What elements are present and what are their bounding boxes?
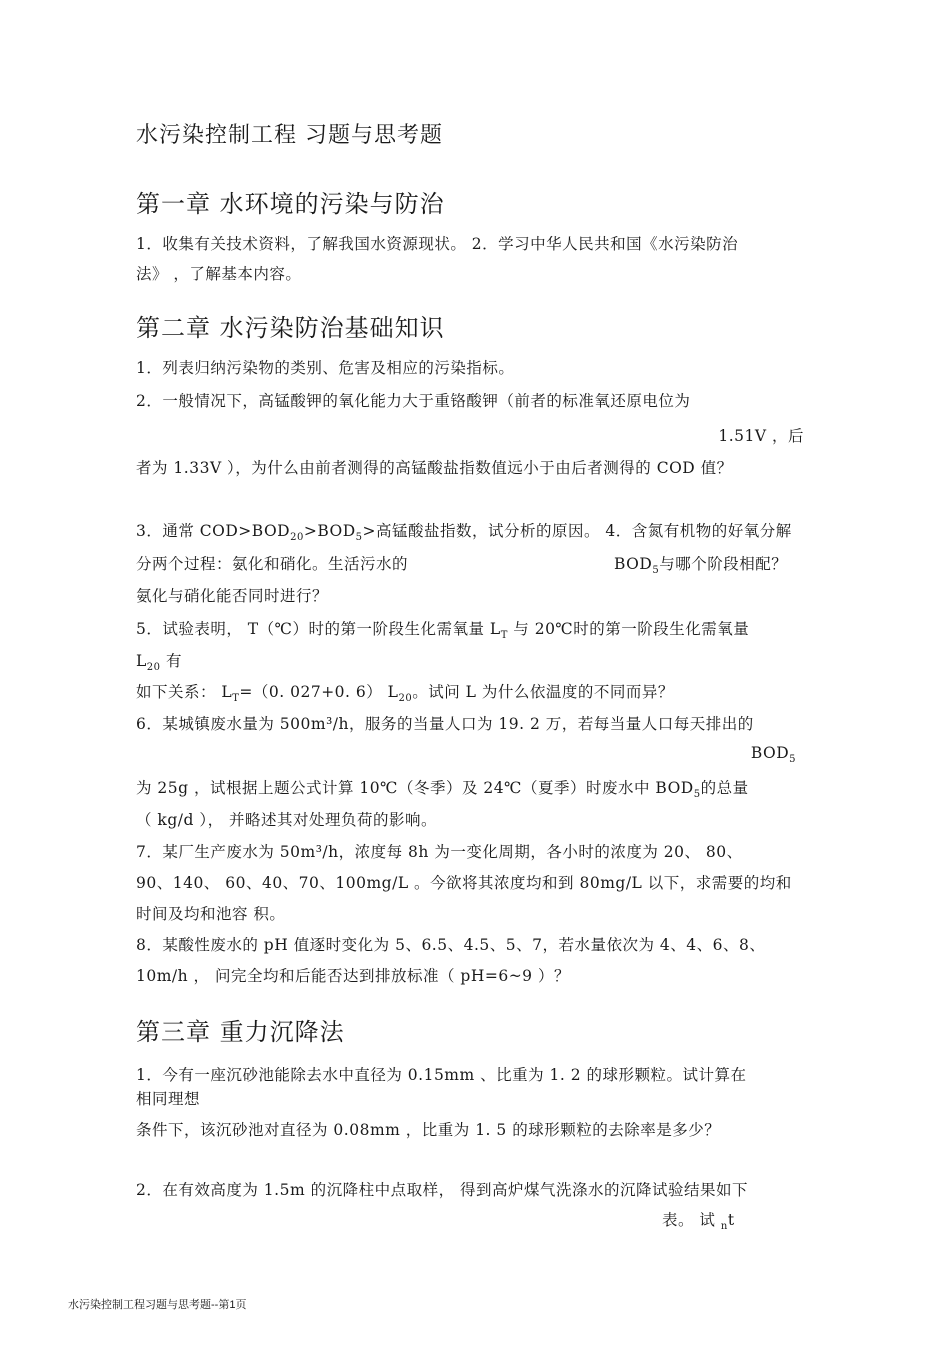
chapter-3-heading: 第三章 重力沉降法 <box>136 1018 345 1046</box>
document-title: 水污染控制工程 习题与思考题 <box>136 123 443 148</box>
question-3-1-line-3: 条件下，该沉砂池对直径为 0.08mm ，比重为 1. 5 的球形颗粒的去除率是多少？ <box>136 1121 721 1139</box>
chapter-1-line-1: 1．收集有关技术资料，了解我国水资源现状。 2．学习中华人民共和国《水污染防治 <box>136 235 739 253</box>
q4-sub-5: 5 <box>652 565 660 576</box>
q5-you: 有 <box>160 652 182 670</box>
q3-2-t: t <box>727 1211 735 1229</box>
q6-sub-5: 5 <box>789 754 796 765</box>
q3-text-b: >BOD <box>303 522 356 540</box>
q6-text-b: 的总量 <box>700 779 749 797</box>
question-2-6-line-1: 6．某城镇废水量为 500m³/h，服务的当量人口为 19. 2 万，若每当量人口每天排出的 <box>136 715 754 733</box>
chapter-2-heading: 第二章 水污染防治基础知识 <box>136 314 445 342</box>
chapter-1-heading: 第一章 水环境的污染与防治 <box>136 190 445 218</box>
q5-l: L <box>136 652 147 670</box>
q6-sub-5b: 5 <box>693 789 701 800</box>
q5-relation-c: 。试问 L 为什么依温度的不同而异？ <box>412 683 674 701</box>
question-2-1: 1．列表归纳污染物的类别、危害及相应的污染指标。 <box>136 359 515 377</box>
question-2-5-line-2 <box>136 649 182 673</box>
question-2-8-line-2: 10m/h ， 问完全均和后能否达到排放标准（ pH=6~9 ）？ <box>136 967 570 985</box>
question-2-2-line-3: 者为 1.33V ），为什么由前者测得的高锰酸盐指数值远小于由后者测得的 COD 值？ <box>136 459 733 477</box>
q3-text-c: >高锰酸盐指数，试分析的原因。 4．含氮有机物的好氧分解 <box>362 522 792 540</box>
q3-text-a: 3．通常 COD>BOD <box>136 522 291 540</box>
question-2-6-line-2 <box>751 744 796 765</box>
q3-sub-20: 20 <box>290 532 304 543</box>
q5-text-b: 与 20℃时的第一阶段生化需氧量 <box>507 620 750 638</box>
page-footer: 水污染控制工程习题与思考题--第1页 <box>68 1299 247 1311</box>
q3-sub-5: 5 <box>355 532 363 543</box>
q5-text-a: 5．试验表明， T（℃）时的第一阶段生化需氧量 L <box>136 620 501 638</box>
q6-text-a: 为 25g ，试根据上题公式计算 10℃（冬季）及 24℃（夏季）时废水中 BOD <box>136 779 694 797</box>
chapter-1-line-2: 法》 ，了解基本内容。 <box>136 265 302 283</box>
question-3-1-line-2: 相同理想 <box>136 1090 201 1108</box>
question-2-7-line-3: 时间及均和池容 积。 <box>136 905 286 923</box>
question-2-7-line-2: 90、140、 60、40、70、100mg/L 。今欲将其浓度均和到 80mg/L 以下，求需要的均和 <box>136 874 792 892</box>
question-2-5-line-3 <box>136 680 674 704</box>
question-2-7-line-1: 7．某厂生产废水为 50m³/h，浓度每 8h 为一变化周期，各小时的浓度为 20、 80、 <box>136 843 743 861</box>
q3-2-text: 表。 试 <box>662 1211 721 1229</box>
question-2-4-line-2: 氨化与硝化能否同时进行？ <box>136 587 329 605</box>
question-3-2-line-1: 2．在有效高度为 1.5m 的沉降柱中点取样， 得到高炉煤气洗涤水的沉降试验结果如下 <box>136 1181 748 1199</box>
q4-bod: BOD <box>614 555 653 573</box>
question-2-8-line-1: 8．某酸性废水的 pH 值逐时变化为 5、6.5、4.5、5、7，若水量依次为 4、4、6、8、 <box>136 936 766 954</box>
question-2-4-line-1b <box>614 552 787 576</box>
q6-bod: BOD <box>750 744 790 762</box>
question-2-6-line-4: （ kg/d ）， 并略述其对处理负荷的影响。 <box>136 811 437 829</box>
question-2-4-line-1: 分两个过程：氨化和硝化。生活污水的 <box>136 555 409 573</box>
q5-relation-sub-20: 20 <box>398 693 413 704</box>
q5-sub-t: T <box>500 630 508 641</box>
question-2-5-line-1 <box>136 617 749 641</box>
q5-sub-20: 20 <box>146 662 161 673</box>
q5-relation-b: =（0. 027+0. 6） L <box>239 683 399 701</box>
question-2-6-line-3 <box>136 776 749 800</box>
question-2-2-line-2: 1.51V ，后 <box>718 427 804 445</box>
question-3-1-line-1: 1．今有一座沉砂池能除去水中直径为 0.15mm 、比重为 1. 2 的球形颗粒。试计算在 <box>136 1066 747 1084</box>
question-2-2-line-1: 2．一般情况下，高锰酸钾的氧化能力大于重铬酸钾（前者的标准氧还原电位为 <box>136 392 691 410</box>
q3-2-sub-n: n <box>720 1221 728 1232</box>
question-2-3-line-1 <box>136 519 792 543</box>
q5-relation-sub-t: T <box>232 693 240 704</box>
q5-relation-a: 如下关系： L <box>136 683 233 701</box>
q4-text: 与哪个阶段相配？ <box>659 555 788 573</box>
question-3-2-line-2 <box>662 1208 735 1232</box>
